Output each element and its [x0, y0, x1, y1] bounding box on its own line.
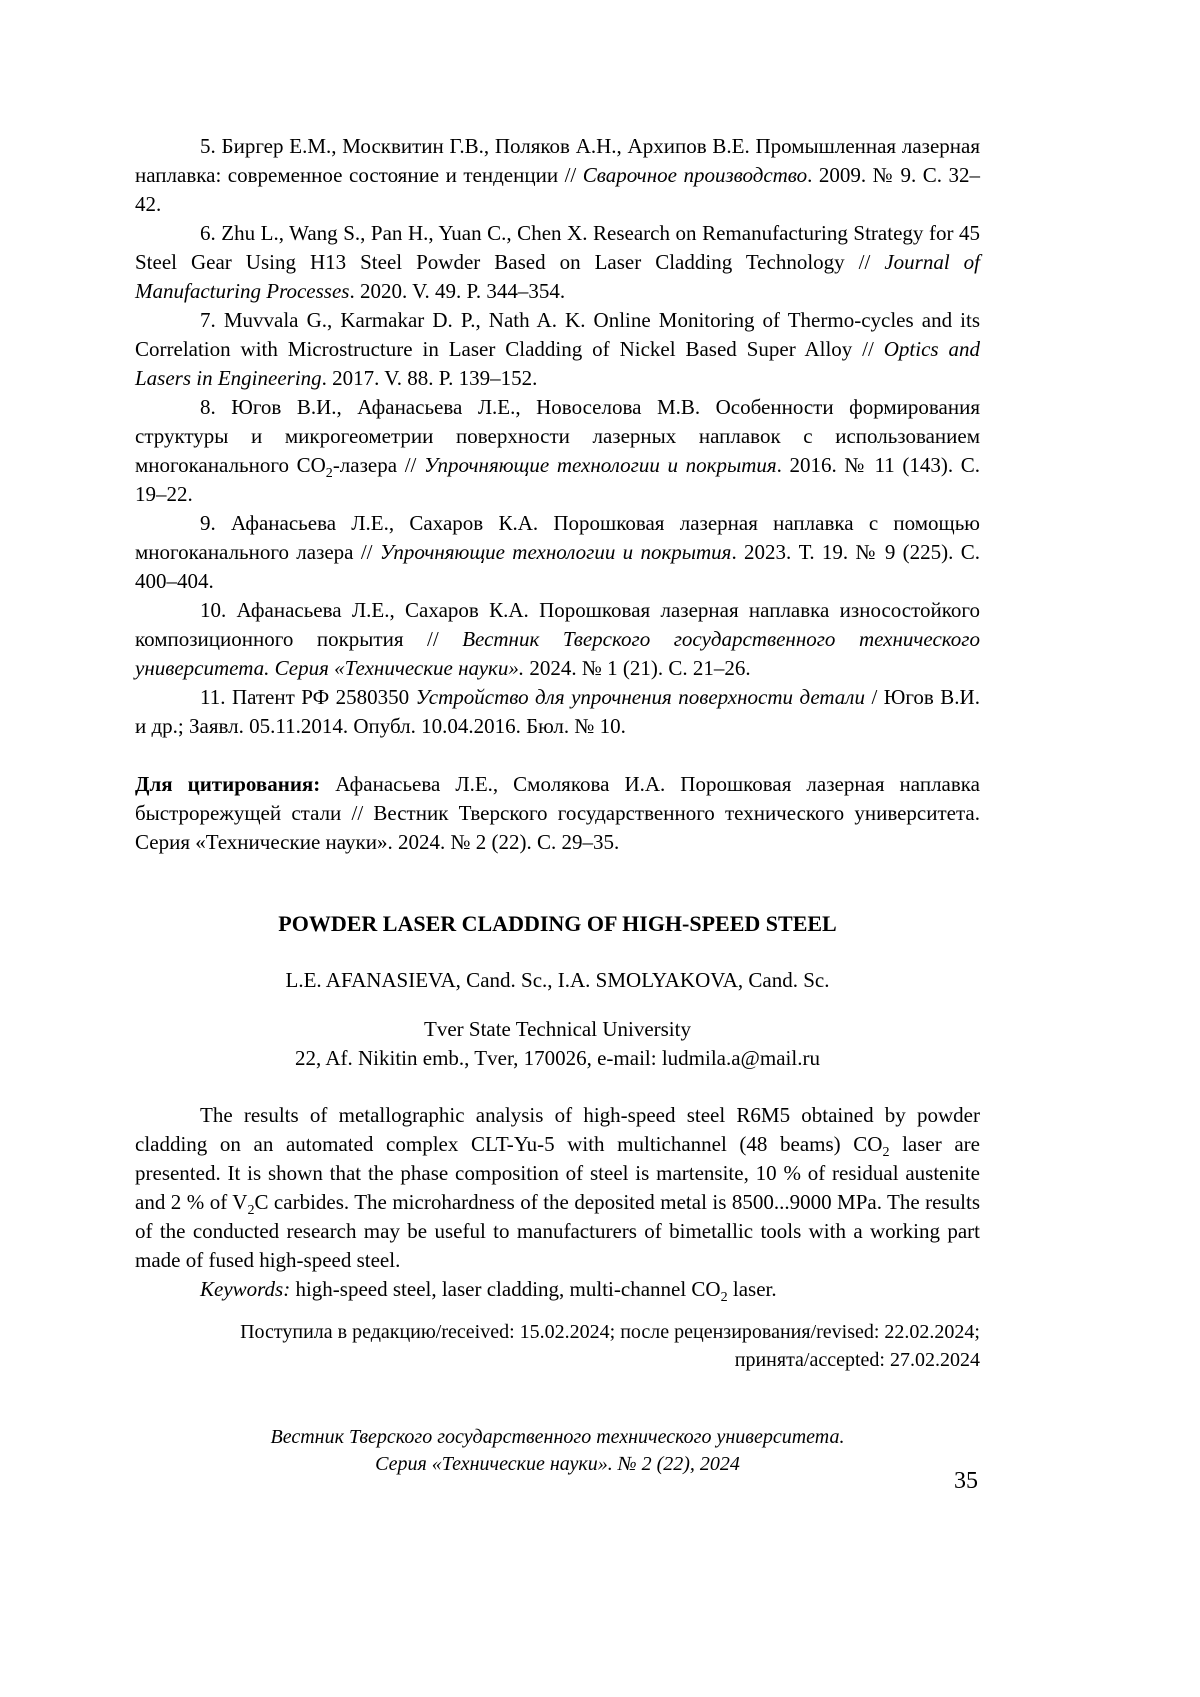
footer-journal-title: Вестник Тверского государственного технического университета.: [270, 1426, 845, 1448]
page-content: [135, 132, 980, 1374]
affiliation-block: [135, 1015, 980, 1073]
reference-item-9: 9. Афанасьева Л.Е., Сахаров К.А. Порошковая лазерная наплавка с помощью многоканального лазера // Упрочняющие технологии и покрытия. 2023. Т. 19. № 9 (225). С. 400–404.: [135, 511, 980, 593]
journal-footer: [135, 1424, 980, 1478]
footer-series-issue: Серия «Технические науки». № 2 (22), 2024: [375, 1453, 740, 1475]
citation-paragraph: Для цитирования: Афанасьева Л.Е., Смолякова И.А. Порошковая лазерная наплавка быстрорежущей стали // Вестник Тверского государственного технического университета. Серия «Технические науки». 2024. № 2 (22). С. 29–35.: [135, 772, 980, 854]
reference-item-7: 7. Muvvala G., Karmakar D. P., Nath A. K. Online Monitoring of Thermo-cycles and its Correlation with Microstructure in Laser Cladding of Nickel Based Super Alloy // Optics and Lasers in Engineering. 2017. V. 88. P. 139–152.: [135, 308, 981, 390]
affiliation-university: Tver State Technical University: [424, 1017, 691, 1041]
accepted-line: принята/accepted: 27.02.2024: [734, 1349, 980, 1371]
reference-item-6: 6. Zhu L., Wang S., Pan H., Yuan C., Chen X. Research on Remanufacturing Strategy for 45 Steel Gear Using H13 Steel Powder Based on Laser Cladding Technology // Journal of Manufacturing Processes. 2020. V. 49. P. 344–354.: [135, 221, 980, 303]
received-revised-line: Поступила в редакцию/received: 15.02.2024; после рецензирования/revised: 22.02.2024;: [240, 1321, 980, 1343]
authors-line: L.E. AFANASIEVA, Cand. Sc., I.A. SMOLYAKOVA, Cand. Sc.: [285, 968, 830, 992]
abstract-paragraph: The results of metallographic analysis of high-speed steel R6M5 obtained by powder cladding on an automated complex CLT-Yu-5 with multichannel (48 beams) $CO_2$ laser are presented. It is shown that the phase composition of steel is martensite, 10 % of residual austenite and 2 % of $V_2C$ carbides. The microhardness of the deposited metal is 8500...9000 MPa. The results of the conducted research may be useful to manufacturers of bimetallic tools with a working part made of fused high-speed steel.: [135, 1103, 980, 1272]
reference-item-10: 10. Афанасьева Л.Е., Сахаров К.А. Порошковая лазерная наплавка износостойкого композиционного покрытия // Вестник Тверского государственного технического университета. Серия «Технические науки». 2024. № 1 (21). С. 21–26.: [135, 598, 981, 680]
reference-item-8: 8. Югов В.И., Афанасьева Л.Е., Новоселова М.В. Особенности формирования структуры и микрогеометрии поверхности лазерных наплавок с использованием многоканального $CO_2$-лазера // Упрочняющие технологии и покрытия. 2016. № 11 (143). С. 19–22.: [135, 395, 981, 506]
affiliation-address: 22, Af. Nikitin emb., Tver, 170026, e-mail: ludmila.a@mail.ru: [295, 1046, 820, 1070]
keywords-line: Keywords: high-speed steel, laser cladding, multi-channel $CO_2$ laser.: [200, 1277, 777, 1306]
reference-item-11: 11. Патент РФ 2580350 Устройство для упрочнения поверхности детали / Югов В.И. и др.; Заявл. 05.11.2014. Опубл. 10.04.2016. Бюл. № 10.: [135, 685, 980, 738]
reference-list: [135, 132, 980, 741]
page-number: 35: [954, 1468, 978, 1494]
article-title-english: POWDER LASER CLADDING OF HIGH-SPEED STEEL: [278, 911, 837, 936]
reference-item-5: 5. Биргер Е.М., Москвитин Г.В., Поляков А.Н., Архипов В.Е. Промышленная лазерная наплавка: современное состояние и тенденции // Сварочное производство. 2009. № 9. С. 32–42.: [135, 134, 980, 216]
dates-block: [135, 1318, 980, 1374]
